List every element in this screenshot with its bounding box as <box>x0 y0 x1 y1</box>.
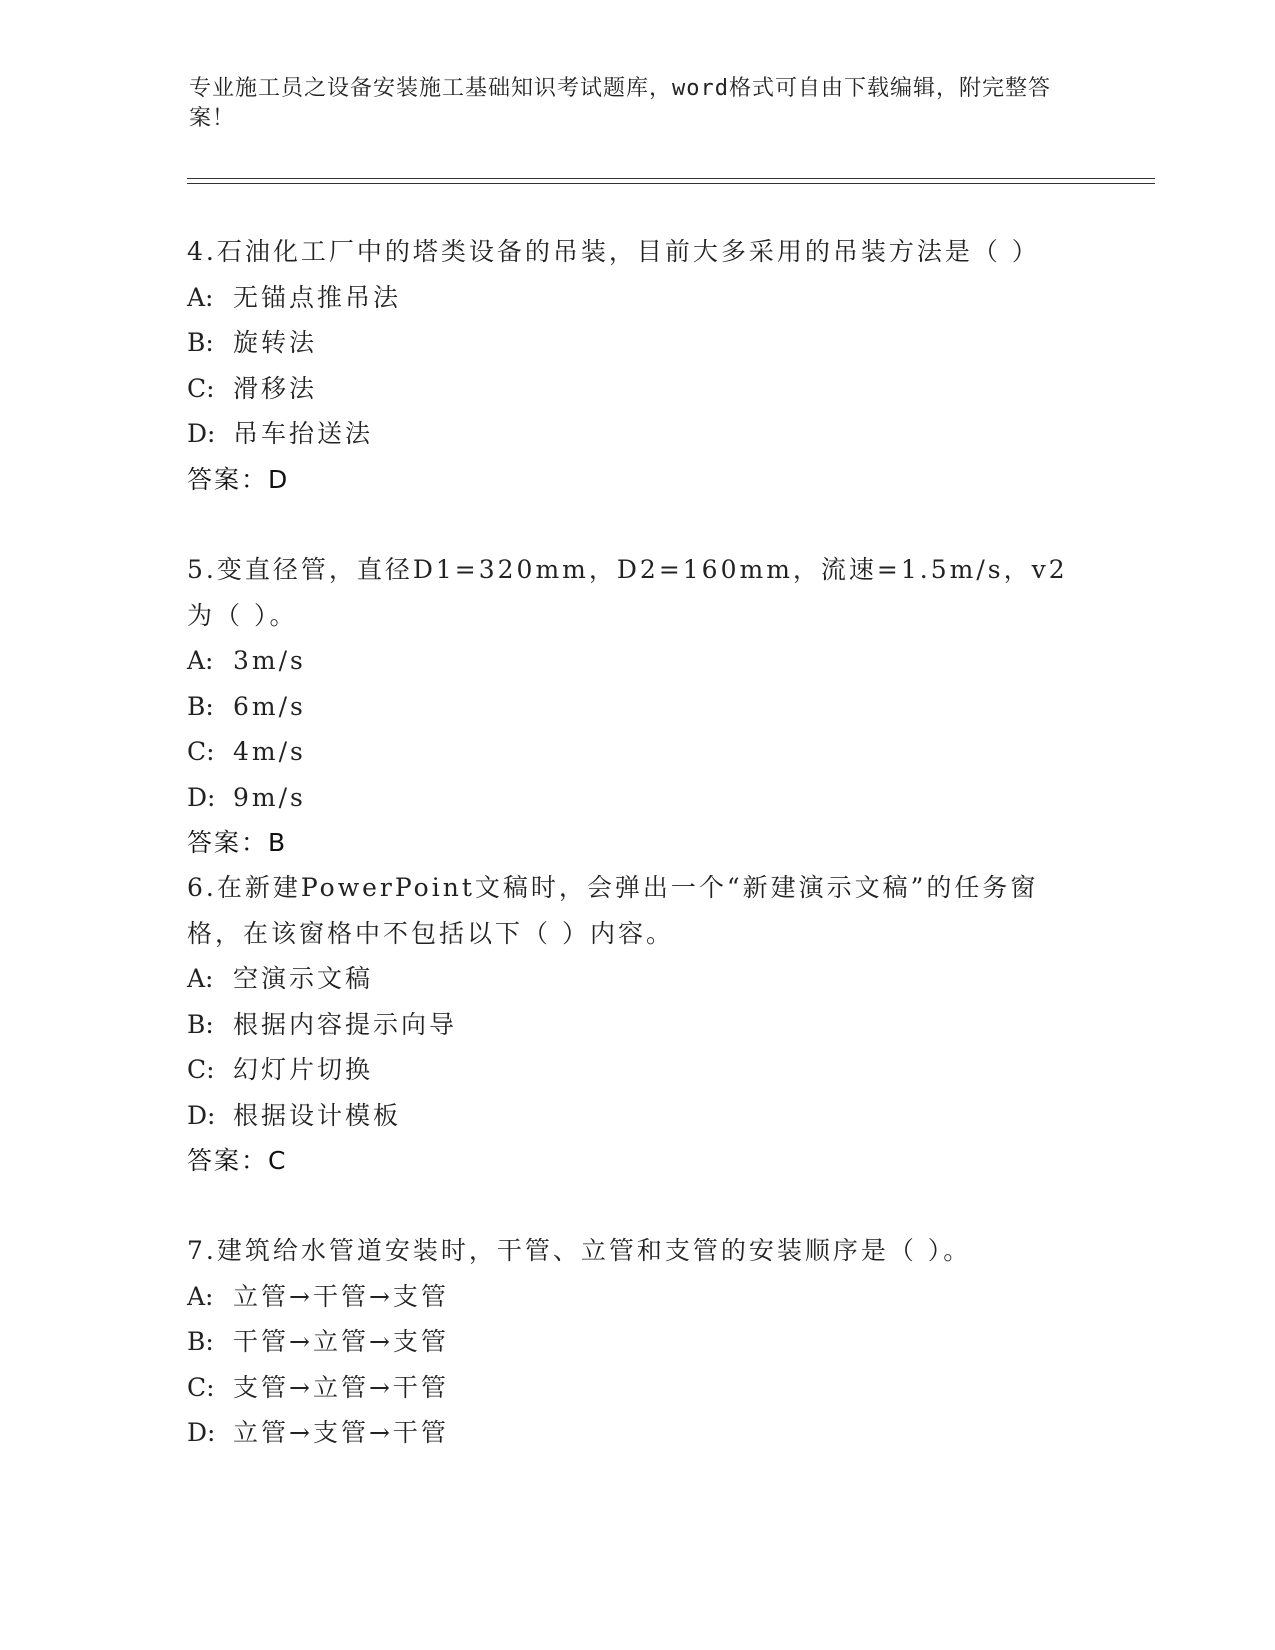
option-text: 滑移法 <box>233 373 318 403</box>
option-a <box>187 638 1087 684</box>
document-header: 专业施工员之设备安装施工基础知识考试题库，word格式可自由下载编辑，附完整答案！ <box>189 76 1051 131</box>
option-text: 旋转法 <box>233 328 318 357</box>
option-label: C: <box>187 373 215 403</box>
question-text: 5.变直径管，直径D1=320mm，D2=160mm，流速=1.5m/s，v2为（ ）。 <box>187 555 1068 630</box>
option-label: C: <box>187 1055 215 1084</box>
option-a <box>187 956 1067 1002</box>
option-c <box>187 729 1087 775</box>
option-label: A: <box>187 1281 214 1311</box>
option-c <box>187 1047 1067 1093</box>
header-divider-bottom <box>187 183 1155 184</box>
option-d <box>187 775 1087 821</box>
option-label: C: <box>187 1372 215 1402</box>
option-text: 9m/s <box>233 782 306 812</box>
option-a <box>187 275 1087 321</box>
question-block-5 <box>187 547 1087 866</box>
option-a <box>187 1274 1087 1320</box>
option-text: 吊车抬送法 <box>233 419 374 448</box>
option-b <box>187 320 1087 366</box>
option-label: B: <box>187 328 214 357</box>
option-text: 根据设计模板 <box>233 1100 402 1130</box>
option-label: D: <box>187 1418 216 1447</box>
option-text: 空演示文稿 <box>233 964 374 993</box>
option-text: 立管→支管→干管 <box>233 1418 449 1447</box>
question-block-6 <box>187 865 1067 1184</box>
option-label: C: <box>187 737 215 766</box>
option-d <box>187 411 1087 457</box>
option-text: 4m/s <box>233 737 306 766</box>
option-text: 3m/s <box>233 646 306 675</box>
option-label: A: <box>187 282 214 312</box>
option-d <box>187 1093 1067 1139</box>
option-label: D: <box>187 419 216 448</box>
option-d <box>187 1410 1087 1456</box>
question-text: 4.石油化工厂中的塔类设备的吊装，目前大多采用的吊装方法是（ ） <box>187 237 1040 266</box>
option-text: 根据内容提示向导 <box>233 1009 458 1039</box>
option-label: D: <box>187 1100 216 1130</box>
option-c <box>187 1365 1087 1411</box>
option-text: 无锚点推吊法 <box>233 282 402 312</box>
option-label: D: <box>187 782 216 812</box>
option-label: B: <box>187 1009 214 1039</box>
option-text: 干管→立管→支管 <box>233 1327 449 1356</box>
option-b <box>187 1002 1067 1048</box>
header-divider-top <box>187 178 1155 179</box>
question-text: 6.在新建PowerPoint文稿时，会弹出一个“新建演示文稿”的任务窗格，在该窗格中不包括以下（ ）内容。 <box>187 873 1039 948</box>
question-text: 7.建筑给水管道安装时，干管、立管和支管的安装顺序是（ ）。 <box>187 1236 972 1265</box>
option-label: A: <box>187 964 214 993</box>
answer-text: 答案：B <box>187 828 288 857</box>
option-text: 立管→干管→支管 <box>233 1281 449 1311</box>
option-text: 6m/s <box>233 691 306 721</box>
option-label: A: <box>187 646 214 675</box>
option-b <box>187 1319 1087 1365</box>
option-text: 幻灯片切换 <box>233 1055 374 1084</box>
option-text: 支管→立管→干管 <box>233 1372 449 1402</box>
option-c <box>187 366 1087 412</box>
answer-text: 答案：C <box>187 1146 288 1175</box>
option-label: B: <box>187 1327 214 1356</box>
option-b <box>187 684 1087 730</box>
option-label: B: <box>187 691 214 721</box>
question-block-4 <box>187 229 1087 502</box>
answer-text: 答案：D <box>187 464 290 494</box>
question-block-7 <box>187 1228 1087 1456</box>
